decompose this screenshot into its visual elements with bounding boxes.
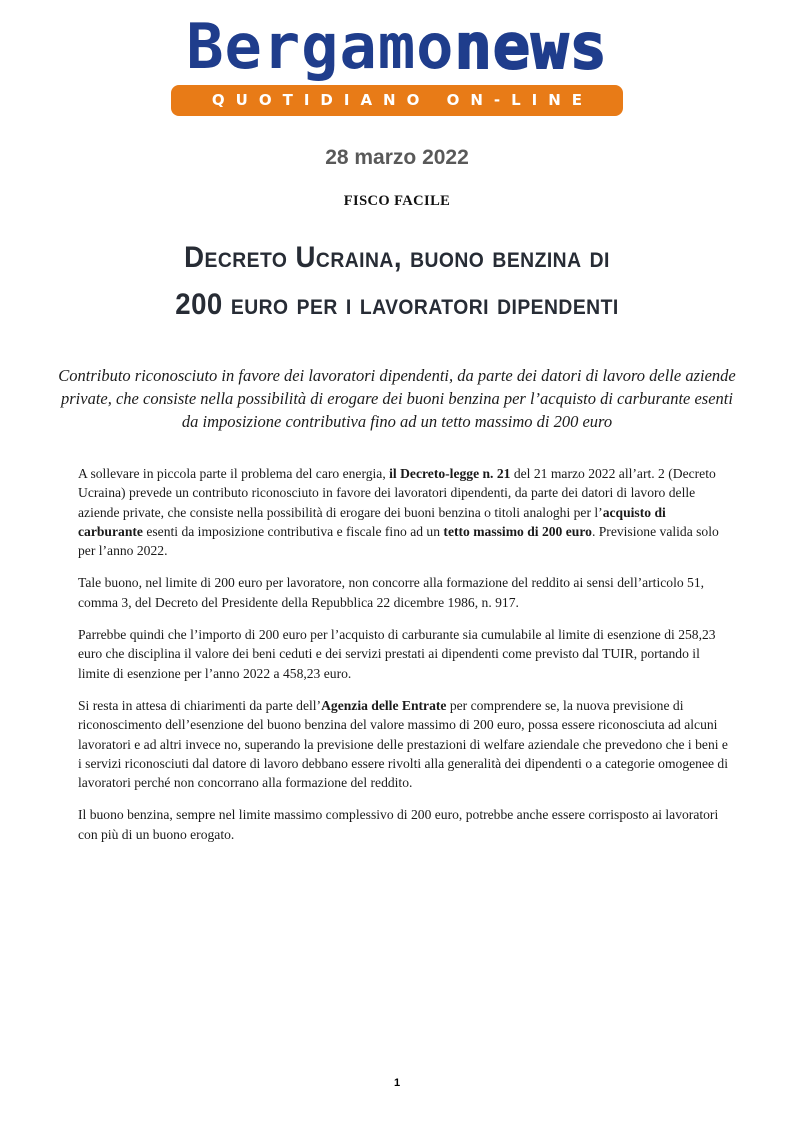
page-header (0, 0, 794, 433)
text-run: Parrebbe quindi che l’importo di 200 euro per l’acquisto di carburante sia cumulabile al limite di esenzione di 258,23 euro che disciplina il valore dei beni ceduti e dei servizi prestati ai dipendenti come previsto dal TUIR, portando il limite di esenzione per l’anno 2022 a 458,23 euro. (78, 627, 716, 681)
text-run: . Previsione valida solo per l’anno 2022. (78, 523, 719, 559)
paragraph (78, 573, 730, 612)
paragraph (78, 464, 730, 560)
paragraph (78, 805, 730, 844)
page-footer (0, 1077, 794, 1089)
text-run: Tale buono, nel limite di 200 euro per lavoratore, non concorre alla formazione del reddito ai sensi dell’articolo 51, comma 3, del Decreto del Presidente della Repubblica 22 dicembre 1986, n. 917. (78, 575, 705, 610)
publication-date: 28 marzo 2022 (325, 146, 469, 169)
text-run: Si resta in attesa di chiarimenti da parte dell’ (78, 697, 322, 713)
paragraph (78, 696, 730, 792)
text-run: A sollevare in piccola parte il problema del caro energia, (78, 466, 390, 481)
wordmark-bergamo: Bergamo (186, 10, 455, 83)
text-run: del 21 marzo 2022 all’art. 2 (Decreto Ucraina) prevede un contributo riconosciuto in favore dei lavoratori dipendenti, da parte dei datori di lavoro delle aziende private, che consiste nella possibilità di erogare dei buoni benzina o titoli analoghi per l’ (78, 466, 716, 520)
page-number: 1 (393, 1077, 401, 1089)
article-title-line2: 200 euro per i lavoratori dipendenti (175, 288, 619, 321)
bergamonews-logo (171, 10, 623, 116)
logo-tagline-banner: QUOTIDIANO ON-LINE (171, 85, 623, 116)
text-run: per comprendere se, la nuova previsione di riconoscimento dell’esenzione del buono benzina del valore massimo di 200 euro, possa essere riconosciuta ad alcuni lavoratori e ad altri invece no, superando la previsione delle prestazioni di welfare aziendale che prevedono che i beni e i servizi riconosciuti dal datore di lavoro debbano essere rivolti alla generalità dei dipendenti o a categorie omogenee di lavoratori perché non concorrano alla formazione del reddito. (78, 697, 728, 791)
article-title (0, 234, 794, 328)
article-title-line1: Decreto Ucraina, buono benzina di (184, 241, 610, 274)
bold-text-run: tetto massimo di 200 euro (443, 523, 592, 539)
article-subtitle: Contributo riconosciuto in favore dei lavoratori dipendenti, da parte dei datori di lavoro delle aziende private, che consiste nella possibilità di erogare dei buoni benzina per l’acquisto di carburante esenti da imposizione contributiva fino ad un tetto massimo di 200 euro (58, 366, 736, 431)
text-run: Il buono benzina, sempre nel limite massimo complessivo di 200 euro, potrebbe anche essere corrisposto ai lavoratori con più di un buono erogato. (78, 807, 719, 842)
bold-text-run: Agenzia delle Entrate (321, 697, 447, 713)
bold-text-run: acquisto di carburante (78, 504, 666, 539)
bergamonews-wordmark (171, 10, 623, 83)
paragraph (78, 625, 730, 683)
wordmark-news: news (454, 10, 608, 83)
bold-text-run: il Decreto-legge n. 21 (389, 466, 511, 481)
article-body (78, 464, 730, 844)
section-label: FISCO FACILE (343, 193, 451, 209)
text-run: esenti da imposizione contributiva e fiscale fino ad un (142, 523, 444, 539)
